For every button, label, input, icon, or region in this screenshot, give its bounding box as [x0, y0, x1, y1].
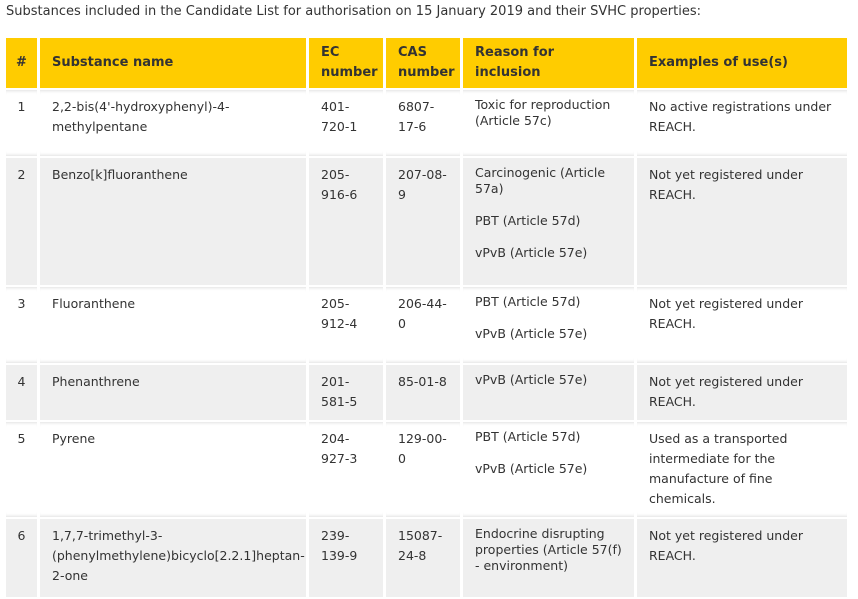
candidate-list-table: [3, 36, 850, 599]
examples-of-use-cell: Not yet registered under REACH.: [637, 158, 847, 285]
substance-name-cell: Phenanthrene: [40, 365, 306, 420]
reason-cell: [463, 365, 634, 420]
table-row: [6, 90, 847, 156]
reason-item: Endocrine disrupting properties (Article 57(f) - environment): [475, 526, 622, 573]
row-number-cell: 5: [6, 422, 37, 517]
table-header-row: [6, 38, 847, 88]
header-examples-of-use: Examples of use(s): [637, 38, 847, 88]
table-body: [6, 90, 847, 597]
table-row: [6, 287, 847, 363]
table-row: [6, 519, 847, 597]
reason-item: PBT (Article 57d): [475, 429, 581, 444]
header-reason-for-inclusion: Reason for inclusion: [463, 38, 634, 88]
header-number: #: [6, 38, 37, 88]
examples-of-use-cell: Not yet registered under REACH.: [637, 365, 847, 420]
reason-cell: [463, 287, 634, 363]
cas-number-cell: 15087-24-8: [386, 519, 460, 597]
ec-number-cell: 204-927-3: [309, 422, 383, 517]
examples-of-use-cell: Not yet registered under REACH.: [637, 519, 847, 597]
cas-number-cell: 129-00-0: [386, 422, 460, 517]
row-number-cell: 1: [6, 90, 37, 156]
ec-number-cell: 401-720-1: [309, 90, 383, 156]
substance-name-cell: Benzo[k]fluoranthene: [40, 158, 306, 285]
header-ec-number: EC number: [309, 38, 383, 88]
reason-item: vPvB (Article 57e): [475, 372, 588, 387]
table-row: [6, 422, 847, 517]
ec-number-cell: 205-912-4: [309, 287, 383, 363]
reason-item: PBT (Article 57d): [475, 213, 581, 228]
table-row: [6, 365, 847, 420]
table-row: [6, 158, 847, 285]
reason-item: Toxic for reproduction (Article 57c): [475, 97, 611, 128]
row-number-cell: 4: [6, 365, 37, 420]
substance-name-cell: Fluoranthene: [40, 287, 306, 363]
ec-number-cell: 201-581-5: [309, 365, 383, 420]
header-cas-number: CAS number: [386, 38, 460, 88]
ec-number-cell: 205-916-6: [309, 158, 383, 285]
cas-number-cell: 207-08-9: [386, 158, 460, 285]
reason-cell: [463, 90, 634, 156]
reason-item: vPvB (Article 57e): [475, 326, 588, 341]
reason-item: vPvB (Article 57e): [475, 245, 588, 260]
substance-name-cell: 2,2-bis(4'-hydroxyphenyl)-4-methylpentane: [40, 90, 306, 156]
examples-of-use-cell: Used as a transported intermediate for the manufacture of fine chemicals.: [637, 422, 847, 517]
reason-item: Carcinogenic (Article 57a): [475, 165, 606, 196]
row-number-cell: 2: [6, 158, 37, 285]
examples-of-use-cell: No active registrations under REACH.: [637, 90, 847, 156]
substance-name-cell: Pyrene: [40, 422, 306, 517]
reason-cell: [463, 422, 634, 517]
row-number-cell: 3: [6, 287, 37, 363]
row-number-cell: 6: [6, 519, 37, 597]
reason-item: vPvB (Article 57e): [475, 461, 588, 476]
header-substance-name: Substance name: [40, 38, 306, 88]
cas-number-cell: 6807-17-6: [386, 90, 460, 156]
table-caption: Substances included in the Candidate List for authorisation on 15 January 2019 and their SVHC properties:: [6, 4, 701, 19]
reason-cell: [463, 519, 634, 597]
substance-name-cell: 1,7,7-trimethyl-3-(phenylmethylene)bicyclo[2.2.1]heptan-2-one: [40, 519, 306, 597]
examples-of-use-cell: Not yet registered under REACH.: [637, 287, 847, 363]
reason-item: PBT (Article 57d): [475, 294, 581, 309]
cas-number-cell: 85-01-8: [386, 365, 460, 420]
reason-cell: [463, 158, 634, 285]
cas-number-cell: 206-44-0: [386, 287, 460, 363]
ec-number-cell: 239-139-9: [309, 519, 383, 597]
